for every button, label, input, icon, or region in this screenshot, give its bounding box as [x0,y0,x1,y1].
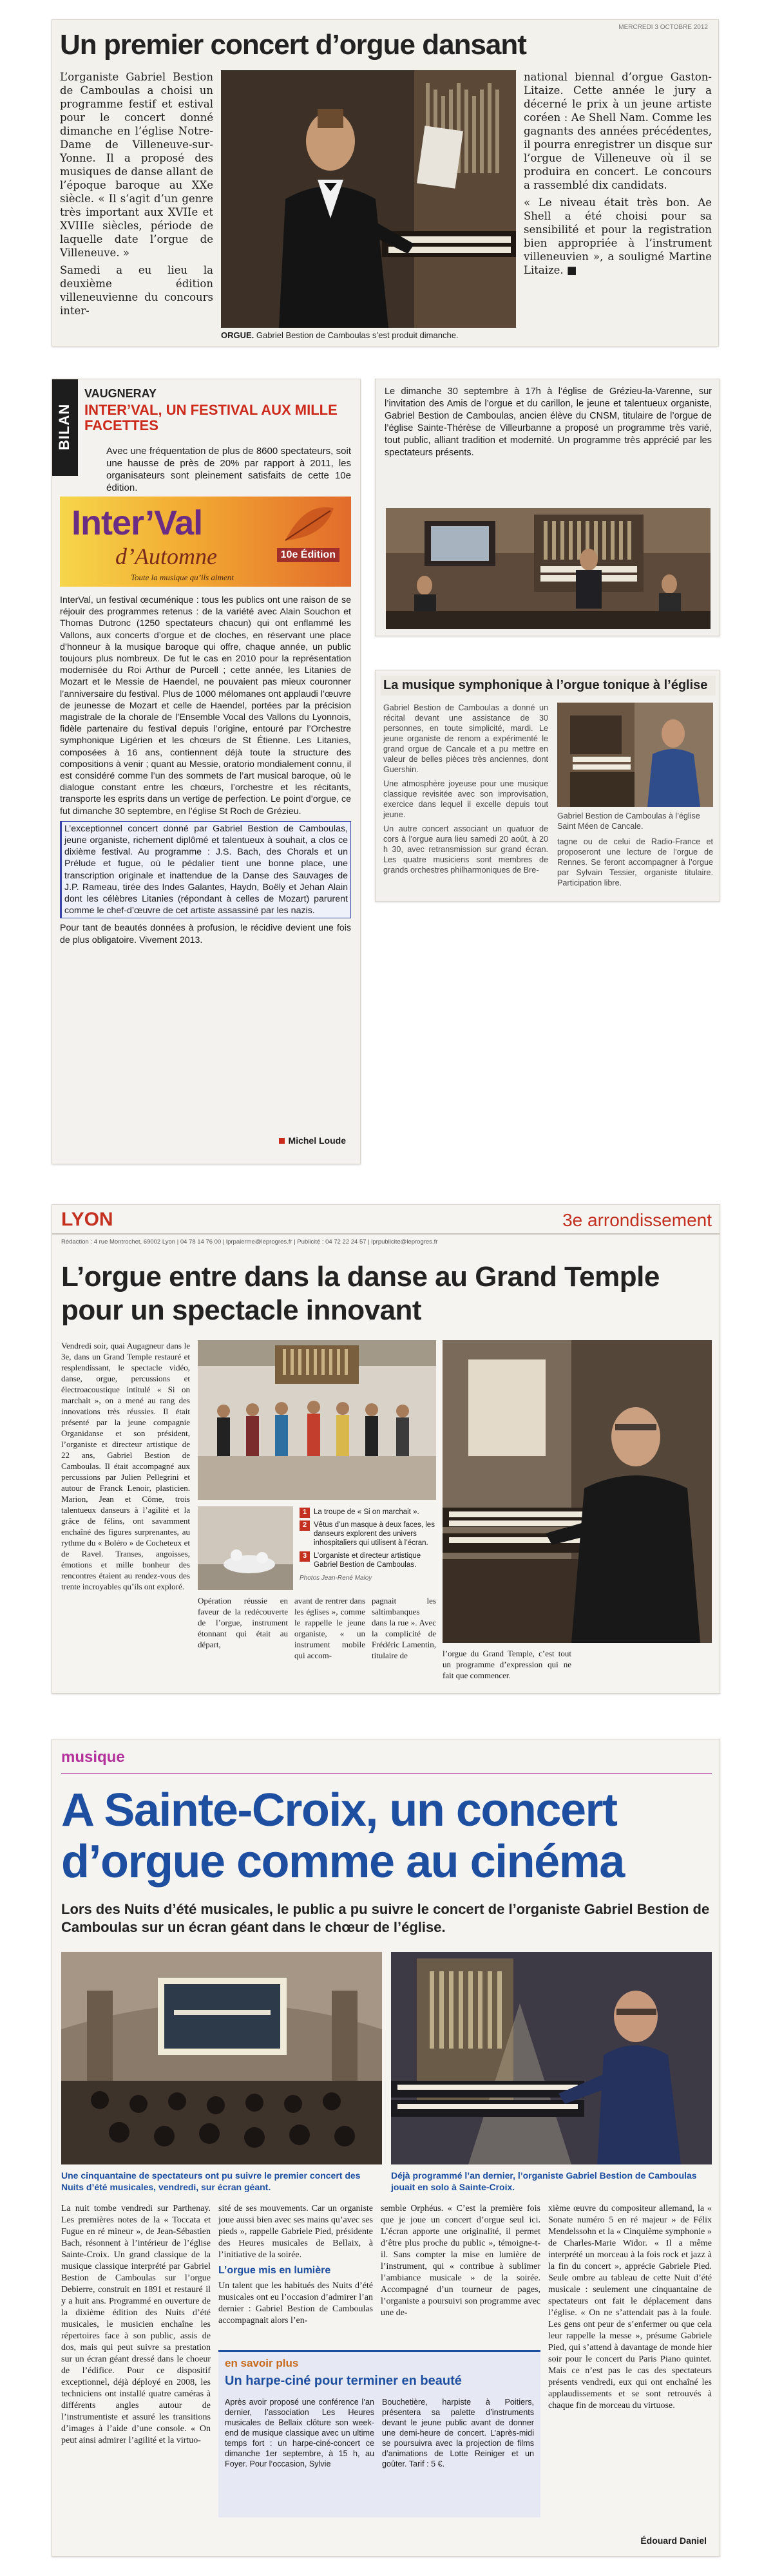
mask-dancer-photo [198,1506,293,1590]
article-clip-4 [375,670,720,902]
article-column-5: l’orgue du Grand Temple, c’est tout un programme d’expression qui ne fait que commencer. [443,1649,571,1680]
article-text: Le dimanche 30 septembre à 17h à l’église de Grézieu-la-Varenne, sur l’invitation des Amis de l’orgue et du carillon, le jeune et talentueux organiste, Gabriel Bestion de Camboulas, ancien élève du CNSM, titulaire de l’orgue de l’église Sainte-Thérèse de Villeurbanne a proposé un programme très varié, tout public, alliant tradition et modernité. Un programme très apprécié par les spectateurs présents. [385,386,712,458]
header-date: MERCREDI 3 OCTOBRE 2012 [618,24,708,31]
article-column-1: Vendredi soir, quai Augagneur dans le 3e, dans un Grand Temple restauré et resplendissant, le spectacle vidéo, danse, orgue, percussions et électroacoustique intitulé « Si on marchait », on a mené au rang des innovations très réussies. Il était présenté par la jeune compagnie Organidanse et son président, l’organiste et directeur artistique de 22 ans, Gabriel Bestion de Camboulas. Il était accompagné aux percussions par Julien Pellegrini et autour de Franck Lenoir, plasticien. Marion, Jean et Côme, trois talentueux danseurs à l’agilité et la grâce de félins, ont savamment enchaîné des figures surprenantes, au rythme du « Boléro » de Cocheteux et de Ravel. Transes, angoisses, émotions et mille bonheur des rencontres étaient au rendez-vous des trente incroyables qu’ils ont exploré. [61,1341,190,1591]
author-signature: Édouard Daniel [640,2535,707,2546]
organist-at-console-illustration [557,703,713,807]
info-box [218,2350,540,2517]
organist-illustration [443,1340,712,1643]
article-clip-5 [52,1204,720,1694]
article-column-3: semble Orphéus. « C’est la première fois que je joue un concert d’orgue seul ici. L’écran apporte une originalité, il permet d’être plus proche du public », témoigne-t-il. Sans compter la mise en lumière de l’instrument, qui « contribue à sublimer l’ambiance musicale » de la soirée. Accompagné d’un tourneur de pages, l’organiste a poursuivi son programme avec une de- [381,2204,540,2318]
organist-spotlight-illustration [391,1952,712,2164]
article-subtitle: Lors des Nuits d’été musicales, le public a pu suivre le concert de l’organiste Gabriel Bestion de Camboulas sur un écran géant dans le chœur de l’église. [61,1901,710,1935]
masked-dancers-illustration [198,1506,293,1590]
concert-photo [386,508,711,629]
article-body: InterVal, un festival œcuménique : tous les publics ont une raison de se réjouir des programmes retenus : de la variété avec Alain Souchon et Thomas Dutronc (1250 spectateurs chacun) qui ont enflammé les Vallons, aux concerts d’orgue et de cloches, en réservant une place d’honneur à la musique baroque qui offre, chaque année, un public toujours plus nombreux. De fut le cas en 2010 pour la représentation modernisée du Roi Arthur de Purcell ; cette année, les Litanies de Mozart et le Messie de Haendel, ne pouvaient pas mieux couronner l’anniversaire du festival. Plus de 1000 mélomanes ont applaudi l’œuvre de jeunesse de Mozart et celle de Haendel, portées par la précision magistrale de la chorale de l’Ensemble Vocal des Vallons du Lyonnois, fidèle partenaire du festival depuis l’origine, entouré par l’Orchestre symphonique Ligérien et les chœurs de St Étienne. Les Litanies, composées à 16 ans, contiennent déjà toute la structure des compositions à venir ; quant au Messie, oratorio mondialement connu, il est considéré comme l’un des sommets de l’art musical baroque, où le dialogue constant entre les chœurs, l’orchestre et les récitants, transporte les esprits dans un vertige de perfection. Le point d’orgue, ce fut dimanche 30 septembre, en l’église St Roch de Grézieu. L’exceptionnel concert donné par Gabriel Bestion de Camboulas, jeune organiste, richement diplômé et talentueux à souhait, a clos ce dixième festival. Au programme : J.S. Bach, des Chorals et un Prélude et fugue, où le pédalier tient une bonne place, une transcription originale et inattendue de la Danse des Sauvages de J.P. Rameau, tirée des Indes Galantes, Haydn, Boëly et Jehan Alain dont les célèbres Litanies (répondant à celles de Mozart) parurent comme le chef-d’œuvre de cet artiste assassiné par les nazis. Pour tant de beautés données à profusion, le récidive devient une fois de plus obligatoire. Vivement 2013. [60,595,351,945]
organist-photo [443,1340,712,1643]
article-lead: Avec une fréquentation de plus de 8600 spectateurs, soit une hausse de près de 20% par rapport à 2011, les organisateurs sont pleinement satisfaits de cette 10e édition. [106,446,351,493]
organist-photo [221,70,516,328]
article-column-right: national biennal d’orgue Gaston-Litaize. Cette année le jury a décerné le prix à un jeune artiste coréen : Ae Shell Nam. Comme les gagnants des années précédentes, il pourra enregistrer un disque sur l’orgue de Villeneuve où il se produira en concert. Le concours a rassemblé dix candidats. « Le niveau était très bon. Ae Shell a été choisi pour sa sensibilité et pour la registration bien appropriée à l’instrument villeneuvien », a souligné Martine Litaize. ■ [524,71,712,276]
photo-credit: Photos Jean-René Maloy [300,1575,372,1582]
bilan-tag: BILAN [52,379,78,476]
article-column-4: pagnait les saltimbanques dans la rue ». Avec la complicité de Frédéric Lamentin, titulaire de [372,1596,436,1660]
town-label: VAUGNERAY [84,387,157,400]
article-title: INTER’VAL, UN FESTIVAL AUX MILLE FACETTES [84,402,338,433]
article-column-2: sité de ses mouvements. Car un organiste joue aussi bien avec ses mains qu’avec ses pieds », rappelle Gabriele Pied, présidente des Heures musicales de Bellaix, à l’initiative de la soirée. L’orgue mis en lumière Un talent que les habitués des Nuits d’été musicales ont eu l’occasion d’admirer l’an dernier : Gabriel Bestion de Camboulas accompagnait alors l’en- [218,2204,373,2325]
organist-photo [557,703,713,807]
article-column-4: xième œuvre du compositeur allemand, la « Sonate numéro 5 en ré majeur » de Félix Mendelssohn et la « Cinquième symphonie » de Charles-Marie Widor. « Il a même interprété un morceau à la fois rock et jazz à la fin du concert », apprécie Gabriele Pied. Seule ombre au tableau de cette Nuit d’été musicale : seulement une cinquantaine de spectateurs ont fait le déplacement dans l’église. « On ne s’attendait pas à la foule. Les gens ont peur de s’enfermer ou que cela leur rappelle la messe », présume Gabriele Pied, qui s’attend à davantage de monde hier soir pour le concert du Paris Piano quintet. Mais ce n’est pas le cas des spectateurs présents vendredi, eux qui ont enchaîné les applaudissements et se sont retrouvés à chaque fin de morceau du virtuose. [548,2204,712,2410]
contact-info: Rédaction : 4 rue Montrochet, 69002 Lyon | 04 78 14 76 00 | lprpalerme@leprogres.fr | Publicité : 04 72 22 24 57 | lprpublicite@leprogres.fr [61,1238,438,1245]
photo-caption-left: Une cinquantaine de spectateurs ont pu suivre le premier concert des Nuits d’été musicales, vendredi, sur écran géant. [61,2170,361,2192]
info-box-tag: en savoir plus [225,2357,299,2369]
article-column-right: tagne ou de celui de Radio-France et proposeront une lecture de l’orgue de Rennes. Se feront accompagner à l’orgue par Sylvain Tessier, organiste titulaire. Participation libre. [557,837,713,887]
legend-number-3: 3 [300,1551,310,1562]
article-clip-1 [52,19,719,346]
article-title: L’orgue entre dans la danse au Grand Temple pour un spectacle innovant [61,1261,660,1326]
article-title: La musique symphonique à l’orgue tonique à l’église [381,676,716,696]
article-clip-2 [52,379,361,1164]
festival-logo: Inter’Val d’Automne 10e Édition Toute la musique qu’ils aiment [60,497,351,587]
church-screen-illustration [61,1952,382,2164]
organist-photo [391,1952,712,2164]
photo-caption: ORGUE. Gabriel Bestion de Camboulas s’est produit dimanche. [221,330,459,340]
highlighted-passage: L’exceptionnel concert donné par Gabriel Bestion de Camboulas, jeune organiste, richement diplômé et talentueux à souhait, a clos ce dixième festival. Au programme : J.S. Bach, des Chorals et un Prélude et fugue, où le pédalier tient une bonne place, une transcription originale et inattendue de la Danse des Sauvages de J.P. Rameau, tirée des Indes Galantes, Haydn, Boëly et Jehan Alain dont les célèbres Litanies (répondant à celles de Mozart) parurent comme le chef-d’œuvre de cet artiste assassiné par les nazis. [60,821,351,919]
author-signature: Michel Loude [279,1135,346,1146]
audience-screen-photo [61,1952,382,2164]
article-column-1: La nuit tombe vendredi sur Parthenay. Les premières notes de la « Toccata et Fugue en ré mineur », de Jean-Sébastien Bach, résonnent à l’intérieur de l’église Sainte-Croix. Un grand classique de la musique classique interprété par Gabriel Bestion de Camboulas sur l’orgue Debierre, construit en 1891 et restauré il y a huit ans. Programmé en ouverture de la dixième édition des Nuits d’été musicales, le musicien enchaîne les répertoires face à son public, assis de dos, mais qui peut suivre sa prestation sur un écran géant dressé dans le choeur de l’édifice. Pour ce dispositif exceptionnel, déjà déployé en 2008, les techniciens ont installé quatre caméras à différents angles autour de l’instrumentiste et assuré les transitions d’images à l’aide d’une console. « On peut ainsi admirer l’agilité et la virtuo- [61,2204,211,2445]
rubric-divider [61,1773,712,1774]
article-column-left: L’organiste Gabriel Bestion de Camboulas a choisi un programme festif et estival pour le concert donné dimanche en l’église Notre-Dame de Villeneuve-sur-Yonne. Il a proposé des musiques de danse allant de l’époque baroque au XXe siècle. « Il s’agit d’un genre très important aux XVIIe et XVIIIe siècles, période de laquelle date l’orgue de Villeneuve. » Samedi a eu lieu la deuxième édition villeneuvienne du concours inter- [60,71,213,317]
dancers-photo [198,1340,436,1500]
organist-illustration [221,70,516,328]
info-box-title: Un harpe-ciné pour terminer en beauté [225,2374,462,2388]
article-column-left: Gabriel Bestion de Camboulas a donné un récital devant une assistance de 30 personnes, en toute simplicité, mardi. Le jeune organiste de renom a expérimenté le grand orgue de Cancale et a pu mettre en valeur de belles pièces très anciennes, dont Guershin. Une atmosphère joyeuse pour une musique classique revisitée avec son improvisation, exercice dans lequel il excelle depuis tout jeune. Un autre concert associant un quatuor de cors à l’orgue aura lieu samedi 20 août, à 20 h 30, avec retransmission sur grand écran. Les quatre musiciens sont membres de grands orchestres philharmoniques de Bre- [383,703,548,875]
article-clip-3 [375,379,720,636]
article-clip-6 [52,1739,720,2557]
leaf-icon [279,502,337,547]
photo-legend: 1 La troupe de « Si on marchait ». 2 Vêtus d’un masque à deux faces, les danseurs explorent des univers inhospitaliers qui utilisent à l’écran. 3 L’organiste et directeur artistique Gabriel Bestion de Camboulas. Photos Jean-René Maloy [300,1508,436,1584]
article-title: Un premier concert d’orgue dansant [60,29,526,61]
article-column-3: avant de rentrer dans les églises », comme le rappelle le jeune organiste, « un instrument mobile qui accom- [294,1596,365,1660]
photo-caption-right: Déjà programmé l’an dernier, l’organiste Gabriel Bestion de Camboulas jouait en solo à Sainte-Croix. [391,2170,697,2192]
rubric-label: musique [61,1748,125,1766]
info-box-column-2: Bouchetière, harpiste à Poitiers, présentera sa palette d’instruments devant le jeune public avant de donner une demi-heure de concert. L’après-midi se poursuivra avec la projection de films d’animations de Lotte Reiniger et un goûter. Tarif : 5 €. [382,2398,534,2468]
legend-number-1: 1 [300,1508,310,1518]
organ-console-illustration [386,508,711,629]
info-box-column-1: Après avoir proposé une conférence l’an dernier, l’association Les Heures musicales de Bellaix clôture son week-end de musique classique avec un ultime temps fort : un harpe-ciné-concert ce dimanche 1er septembre, à 15 h, au Foyer. Pour l’occasion, Sylvie [225,2398,374,2468]
legend-number-2: 2 [300,1520,310,1531]
square-icon [279,1138,285,1144]
section-header: LYON 3e arrondissement [52,1205,720,1235]
dance-troupe-illustration [198,1340,436,1500]
photo-caption: Gabriel Bestion de Camboulas à l’église Saint Méen de Cancale. [557,811,700,831]
article-title: A Sainte-Croix, un concert d’orgue comme au cinéma [61,1785,624,1888]
article-column-2: Opération réussie en faveur de la redécouverte de l’orgue, instrument étonnant qui était au départ, [198,1596,288,1649]
